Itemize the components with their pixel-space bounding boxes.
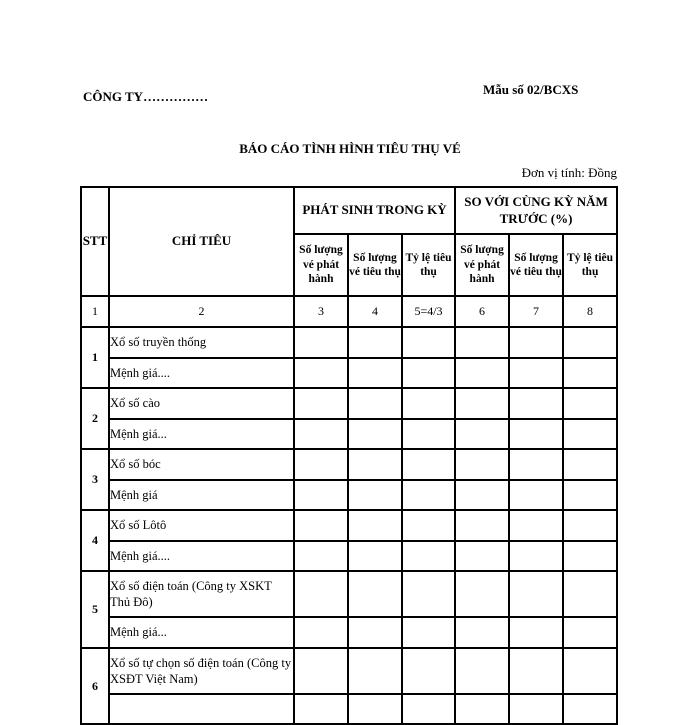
col-header-sold-prev: Số lượng vé tiêu thụ [509,234,563,296]
data-cell [402,617,455,648]
row-price: Mệnh giá.... [109,541,294,571]
data-cell [455,327,509,358]
col-header-sold: Số lượng vé tiêu thụ [348,234,402,296]
table-row [81,617,617,648]
company-name: CÔNG TY…………… [83,89,209,104]
col-group-so-voi-cung-ky: SO VỚI CÙNG KỲ NĂM TRƯỚC (%) [455,187,617,234]
data-cell [402,541,455,571]
data-cell [294,571,348,617]
row-name: Xổ số bóc [109,449,294,480]
data-cell [402,388,455,419]
table-row [81,327,617,358]
data-cell [563,541,617,571]
data-cell [348,327,402,358]
data-cell [402,571,455,617]
data-cell [402,694,455,724]
data-cell [294,510,348,541]
col-header-rate-prev: Tỷ lệ tiêu thụ [563,234,617,296]
row-price: Mệnh giá.... [109,358,294,388]
data-cell [509,449,563,480]
data-cell [348,358,402,388]
data-cell [455,419,509,449]
table-row [81,419,617,449]
data-cell [294,694,348,724]
data-cell [509,510,563,541]
row-name: Xổ số tự chọn số điện toán (Công ty XSĐT Việt Nam) [109,648,294,694]
data-cell [563,388,617,419]
data-cell [455,694,509,724]
data-cell [509,571,563,617]
data-cell [509,694,563,724]
column-number: 3 [294,296,348,327]
data-cell [455,388,509,419]
data-cell [402,449,455,480]
data-cell [294,388,348,419]
data-cell [294,617,348,648]
table-row [81,388,617,419]
data-cell [563,358,617,388]
column-number: 5=4/3 [402,296,455,327]
table-row [81,358,617,388]
table-row [81,480,617,510]
data-cell [294,358,348,388]
col-header-rate: Tỷ lệ tiêu thụ [402,234,455,296]
row-stt: 1 [81,327,109,388]
row-price: Mệnh giá... [109,419,294,449]
data-cell [348,694,402,724]
table-row [81,510,617,541]
table-row [81,571,617,617]
row-price: Mệnh giá... [109,617,294,648]
row-stt: 5 [81,571,109,648]
data-cell [294,480,348,510]
data-cell [455,510,509,541]
data-cell [563,510,617,541]
data-cell [509,358,563,388]
data-cell [348,571,402,617]
form-number: Mẫu số 02/BCXS [483,82,579,97]
table-row [81,541,617,571]
data-cell [402,327,455,358]
data-cell [509,419,563,449]
row-name: Xổ số Lôtô [109,510,294,541]
data-cell [563,571,617,617]
row-price [109,694,294,724]
row-name: Xổ số truyền thống [109,327,294,358]
table-row [81,694,617,724]
data-cell [348,648,402,694]
column-number: 8 [563,296,617,327]
data-cell [509,388,563,419]
data-cell [402,510,455,541]
col-header-issued-prev: Số lượng vé phát hành [455,234,509,296]
data-cell [563,694,617,724]
data-cell [563,449,617,480]
report-table [80,186,618,725]
row-price: Mệnh giá [109,480,294,510]
data-cell [455,449,509,480]
col-header-issued: Số lượng vé phát hành [294,234,348,296]
report-title: BÁO CÁO TÌNH HÌNH TIÊU THỤ VÉ [239,141,461,156]
column-number: 2 [109,296,294,327]
row-stt: 4 [81,510,109,571]
data-cell [402,480,455,510]
col-header-chitieu: CHỈ TIÊU [109,187,294,296]
data-cell [294,541,348,571]
data-cell [455,358,509,388]
row-stt: 2 [81,388,109,449]
row-name: Xổ số cào [109,388,294,419]
table-row [81,449,617,480]
data-cell [348,617,402,648]
data-cell [348,388,402,419]
data-cell [455,648,509,694]
data-cell [455,617,509,648]
data-cell [402,419,455,449]
data-cell [563,617,617,648]
data-cell [294,648,348,694]
col-group-phat-sinh: PHÁT SINH TRONG KỲ [294,187,455,234]
data-cell [402,358,455,388]
column-number: 1 [81,296,109,327]
data-cell [402,648,455,694]
unit-of-measure: Đơn vị tính: Đồng [521,165,617,180]
data-cell [509,648,563,694]
header-row-groups [81,187,617,234]
data-cell [509,327,563,358]
data-cell [294,419,348,449]
data-cell [455,571,509,617]
data-cell [348,541,402,571]
row-stt: 6 [81,648,109,724]
col-header-stt: STT [81,187,109,296]
column-number: 6 [455,296,509,327]
row-stt: 3 [81,449,109,510]
data-cell [294,327,348,358]
data-cell [348,480,402,510]
column-number: 7 [509,296,563,327]
data-cell [455,480,509,510]
data-cell [509,617,563,648]
row-name: Xổ số điện toán (Công ty XSKT Thủ Đô) [109,571,294,617]
data-cell [563,327,617,358]
data-cell [563,480,617,510]
data-cell [455,541,509,571]
data-cell [348,510,402,541]
data-cell [294,449,348,480]
data-cell [563,419,617,449]
column-number-row [81,296,617,327]
data-cell [348,449,402,480]
column-number: 4 [348,296,402,327]
data-cell [509,541,563,571]
table-row [81,648,617,694]
data-cell [563,648,617,694]
data-cell [509,480,563,510]
data-cell [348,419,402,449]
